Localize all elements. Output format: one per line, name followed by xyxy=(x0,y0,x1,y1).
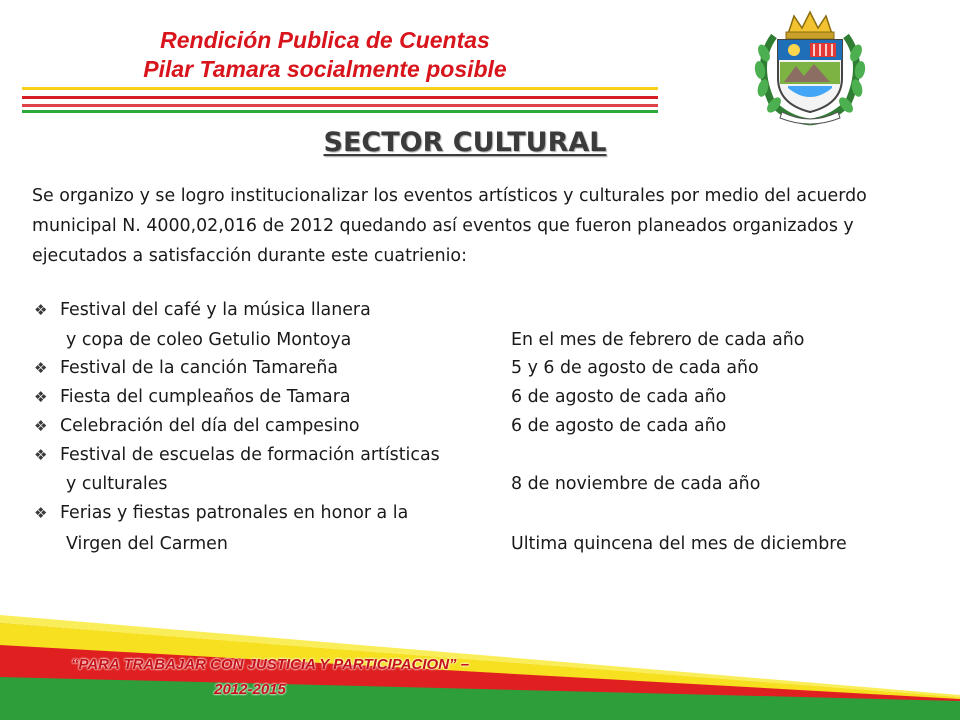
section-title: SECTOR CULTURAL xyxy=(323,127,607,158)
diamond-bullet-icon: ❖ xyxy=(34,301,48,319)
intro-paragraph: Se organizo y se logro institucionalizar los eventos artísticos y culturales por medio del acuerdo municipal N. 4000,02,016 de 2012 quedando así eventos que fueron planeados organizados y ejecutados a satisfacción durante este cuatrienio: xyxy=(32,186,867,266)
list-item xyxy=(0,412,960,440)
diamond-bullet-icon: ❖ xyxy=(34,359,48,377)
footer-motto: “PARA TRABAJAR CON JUSTICIA Y PARTICIPACION” – xyxy=(70,656,470,673)
list-item xyxy=(0,470,960,498)
list-item xyxy=(0,530,960,558)
event-date: 6 de agosto de cada año xyxy=(511,387,727,407)
event-date: En el mes de febrero de cada año xyxy=(511,330,805,350)
diamond-bullet-icon: ❖ xyxy=(34,388,48,406)
diamond-bullet-icon: ❖ xyxy=(34,504,48,522)
event-name: Festival del café y la música llanera xyxy=(60,300,371,320)
event-name: Celebración del día del campesino xyxy=(60,416,360,436)
event-date: Ultima quincena del mes de diciembre xyxy=(511,534,847,554)
diamond-bullet-icon: ❖ xyxy=(34,417,48,435)
event-name: Fiesta del cumpleaños de Tamara xyxy=(60,387,351,407)
event-date: 5 y 6 de agosto de cada año xyxy=(511,358,759,378)
event-date: 6 de agosto de cada año xyxy=(511,416,727,436)
event-name-continued: y copa de coleo Getulio Montoya xyxy=(66,330,352,350)
list-item xyxy=(0,383,960,411)
list-item xyxy=(0,441,960,469)
event-name: Festival de la canción Tamareña xyxy=(60,358,339,378)
header-stripe-red xyxy=(22,96,658,99)
header-subtitle: Pilar Tamara socialmente posible xyxy=(143,56,507,82)
header-stripe-red-2 xyxy=(22,104,658,107)
municipal-crest-logo xyxy=(744,8,876,126)
event-name: Ferias y fiestas patronales en honor a la xyxy=(60,503,409,523)
event-name-continued: y culturales xyxy=(66,474,168,494)
list-item xyxy=(0,326,960,354)
event-name: Festival de escuelas de formación artísticas xyxy=(60,445,440,465)
header-stripe-yellow xyxy=(22,87,658,90)
list-item xyxy=(0,354,960,382)
list-item xyxy=(0,296,960,324)
footer-years: 2012-2015 xyxy=(214,681,286,698)
event-date: 8 de noviembre de cada año xyxy=(511,474,761,494)
diamond-bullet-icon: ❖ xyxy=(34,446,48,464)
list-item xyxy=(0,499,960,527)
header-stripe-green xyxy=(22,110,658,113)
event-name-continued: Virgen del Carmen xyxy=(66,534,228,554)
header-title: Rendición Publica de Cuentas xyxy=(160,27,490,53)
